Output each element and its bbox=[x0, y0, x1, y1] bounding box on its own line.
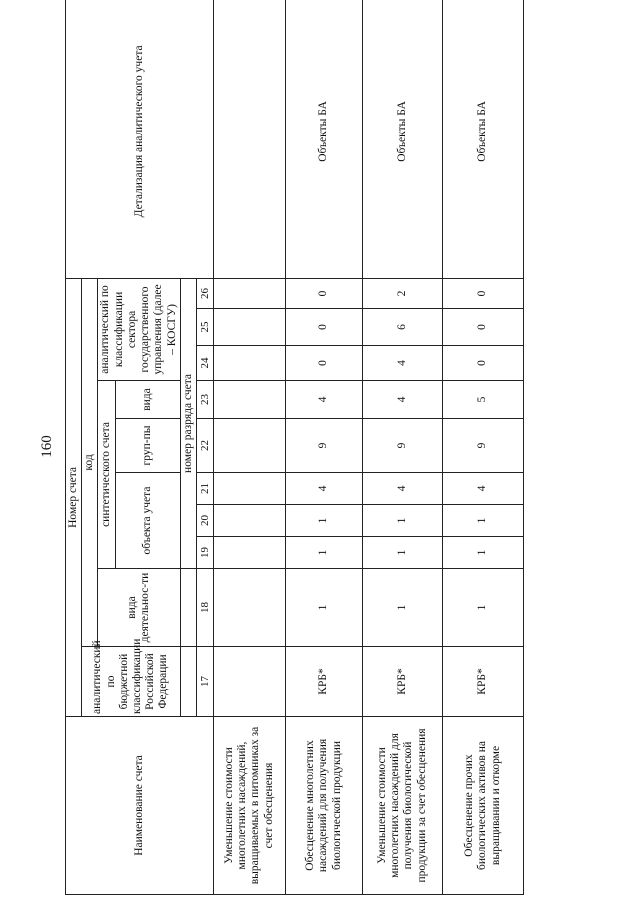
header-blank-cell bbox=[180, 569, 196, 647]
header-account-number: Номер счета bbox=[66, 278, 82, 716]
cell-17: КРБ* bbox=[442, 647, 523, 717]
cell-21: 4 bbox=[285, 473, 362, 505]
cell-20: 1 bbox=[442, 505, 523, 537]
cell-19: 1 bbox=[442, 537, 523, 569]
detail-cell bbox=[213, 0, 285, 278]
rotated-page bbox=[65, 35, 510, 895]
header-code: код bbox=[82, 278, 98, 646]
cell-19: 1 bbox=[362, 537, 442, 569]
table-row bbox=[362, 0, 442, 895]
digit-label: 23 bbox=[196, 381, 213, 419]
table-row bbox=[442, 0, 523, 895]
cell-23: 4 bbox=[285, 381, 362, 419]
detail-cell: Объекты БА bbox=[362, 0, 442, 278]
digit-label: 18 bbox=[196, 569, 213, 647]
cell-24: 0 bbox=[285, 346, 362, 381]
cell-26: 0 bbox=[442, 278, 523, 308]
cell-20: 1 bbox=[362, 505, 442, 537]
header-kosgu: аналитический по классификации сектора государственного управления (далее – КОСГУ) bbox=[98, 278, 180, 380]
digit-label: 21 bbox=[196, 473, 213, 505]
cell-23 bbox=[213, 381, 285, 419]
header-activity-type: вида деятельнос-ти bbox=[98, 569, 180, 647]
cell-19 bbox=[213, 537, 285, 569]
table-row bbox=[285, 0, 362, 895]
digit-label: 26 bbox=[196, 278, 213, 308]
header-account-name: Наименование счета bbox=[66, 717, 214, 895]
header-detail: Детализация аналитического учета bbox=[66, 0, 214, 278]
digit-label: 22 bbox=[196, 419, 213, 473]
cell-18: 1 bbox=[442, 569, 523, 647]
cell-25: 6 bbox=[362, 309, 442, 346]
cell-23: 4 bbox=[362, 381, 442, 419]
header-blank-cell bbox=[180, 647, 196, 717]
cell-21 bbox=[213, 473, 285, 505]
digit-label: 19 bbox=[196, 537, 213, 569]
cell-20: 1 bbox=[285, 505, 362, 537]
digit-label: 20 bbox=[196, 505, 213, 537]
account-name-cell: Обесценение прочих биологических активов на выращивании и откорме bbox=[442, 717, 523, 895]
cell-24: 0 bbox=[442, 346, 523, 381]
cell-18: 1 bbox=[285, 569, 362, 647]
cell-18: 1 bbox=[362, 569, 442, 647]
detail-cell: Объекты БА bbox=[442, 0, 523, 278]
cell-21: 4 bbox=[442, 473, 523, 505]
accounts-table bbox=[65, 0, 524, 895]
account-name-cell: Обесценение многолетних насаждений для получения биологической продукции bbox=[285, 717, 362, 895]
detail-cell: Объекты БА bbox=[285, 0, 362, 278]
cell-24 bbox=[213, 346, 285, 381]
cell-25 bbox=[213, 309, 285, 346]
cell-20 bbox=[213, 505, 285, 537]
cell-25: 0 bbox=[442, 309, 523, 346]
cell-26: 2 bbox=[362, 278, 442, 308]
account-name-cell: Уменьшение стоимости многолетних насаждений для получения биологической продукции за счет обесценения bbox=[362, 717, 442, 895]
account-name-cell: Уменьшение стоимости многолетних насаждений, выращиваемых в питомниках за счет обесценения bbox=[213, 717, 285, 895]
cell-19: 1 bbox=[285, 537, 362, 569]
cell-25: 0 bbox=[285, 309, 362, 346]
cell-21: 4 bbox=[362, 473, 442, 505]
cell-26: 0 bbox=[285, 278, 362, 308]
digit-label: 25 bbox=[196, 309, 213, 346]
header-kind: вида bbox=[115, 381, 180, 419]
header-account-object: объекта учета bbox=[115, 473, 180, 569]
cell-17 bbox=[213, 647, 285, 717]
header-analytic-budget: аналитический по бюджетной классификации Российской Федерации bbox=[82, 647, 181, 717]
table-row bbox=[213, 0, 285, 895]
cell-22: 9 bbox=[362, 419, 442, 473]
cell-22: 9 bbox=[285, 419, 362, 473]
cell-26 bbox=[213, 278, 285, 308]
cell-22: 9 bbox=[442, 419, 523, 473]
header-group: груп-пы bbox=[115, 419, 180, 473]
header-synthetic: синтетического счета bbox=[98, 381, 115, 569]
header-digit-position: номер разряда счета bbox=[180, 278, 196, 568]
cell-17: КРБ* bbox=[362, 647, 442, 717]
cell-17: КРБ* bbox=[285, 647, 362, 717]
cell-22 bbox=[213, 419, 285, 473]
digit-label: 24 bbox=[196, 346, 213, 381]
cell-24: 4 bbox=[362, 346, 442, 381]
digit-label: 17 bbox=[196, 647, 213, 717]
page-number: 160 bbox=[38, 435, 55, 458]
cell-18 bbox=[213, 569, 285, 647]
cell-23: 5 bbox=[442, 381, 523, 419]
